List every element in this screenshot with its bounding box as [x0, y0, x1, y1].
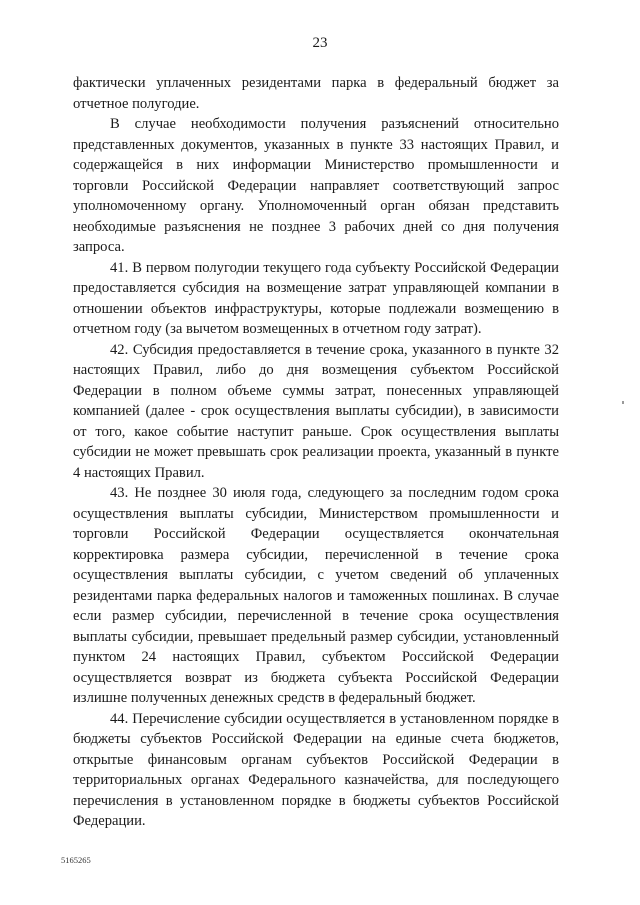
document-code: 5165265	[61, 855, 91, 865]
paragraph-41: 41. В первом полугодии текущего года субъекту Российской Федерации предоставляется субсидия на возмещение затрат управляющей компании в отношении объектов инфраструктуры, которые подлежали возмещению в отчетном году (за вычетом возмещенных в отчетном году затрат).	[73, 259, 559, 337]
paragraph-clarification-request: В случае необходимости получения разъяснений относительно представленных документов, указанных в пункте 33 настоящих Правил, и содержащейся в них информации Министерство промышленности и торговли Российской Федерации направляет соответствующий запрос уполномоченному органу. Уполномоченный орган обязан представить необходимые разъяснения не позднее 3 рабочих дней со дня получения запроса.	[73, 116, 559, 255]
scan-artifact	[622, 401, 624, 404]
paragraph-42: 42. Субсидия предоставляется в течение срока, указанного в пункте 32 настоящих Правил, либо до дня возмещения субъектом Российской Федерации в полном объеме суммы затрат, понесенных управляющей компанией (далее - срок осуществления выплаты субсидии), в зависимости от того, какое событие наступит раньше. Срок осуществления выплаты субсидии не может превышать срок реализации проекта, указанный в пункте 4 настоящих Правил.	[73, 341, 559, 481]
document-body	[73, 73, 559, 832]
paragraph-continuation: фактически уплаченных резидентами парка в федеральный бюджет за отчетное полугодие.	[73, 75, 559, 112]
page-number: 23	[312, 35, 328, 51]
paragraph-43: 43. Не позднее 30 июля года, следующего за последним годом срока осуществления выплаты субсидии, Министерством промышленности и торговли Российской Федерации осуществляется окончательная корректировка размера субсидии, перечисленной в течение срока осуществления выплаты субсидии, с учетом сведений об уплаченных резидентами парка федеральных налогов и таможенных пошлинах. В случае если размер субсидии, перечисленной в течение срока осуществления выплаты субсидии, превышает предельный размер субсидии, установленный пунктом 24 настоящих Правил, субъектом Российской Федерации осуществляется возврат из бюджета субъекта Российской Федерации излишне полученных денежных средств в федеральный бюджет.	[73, 485, 559, 706]
paragraph-44: 44. Перечисление субсидии осуществляется в установленном порядке в бюджеты субъектов Российской Федерации на единые счета бюджетов, открытые финансовым органам субъектов Российской Федерации в территориальных органах Федерального казначейства, для последующего перечисления в установленном порядке в бюджеты субъектов Российской Федерации.	[73, 710, 559, 829]
